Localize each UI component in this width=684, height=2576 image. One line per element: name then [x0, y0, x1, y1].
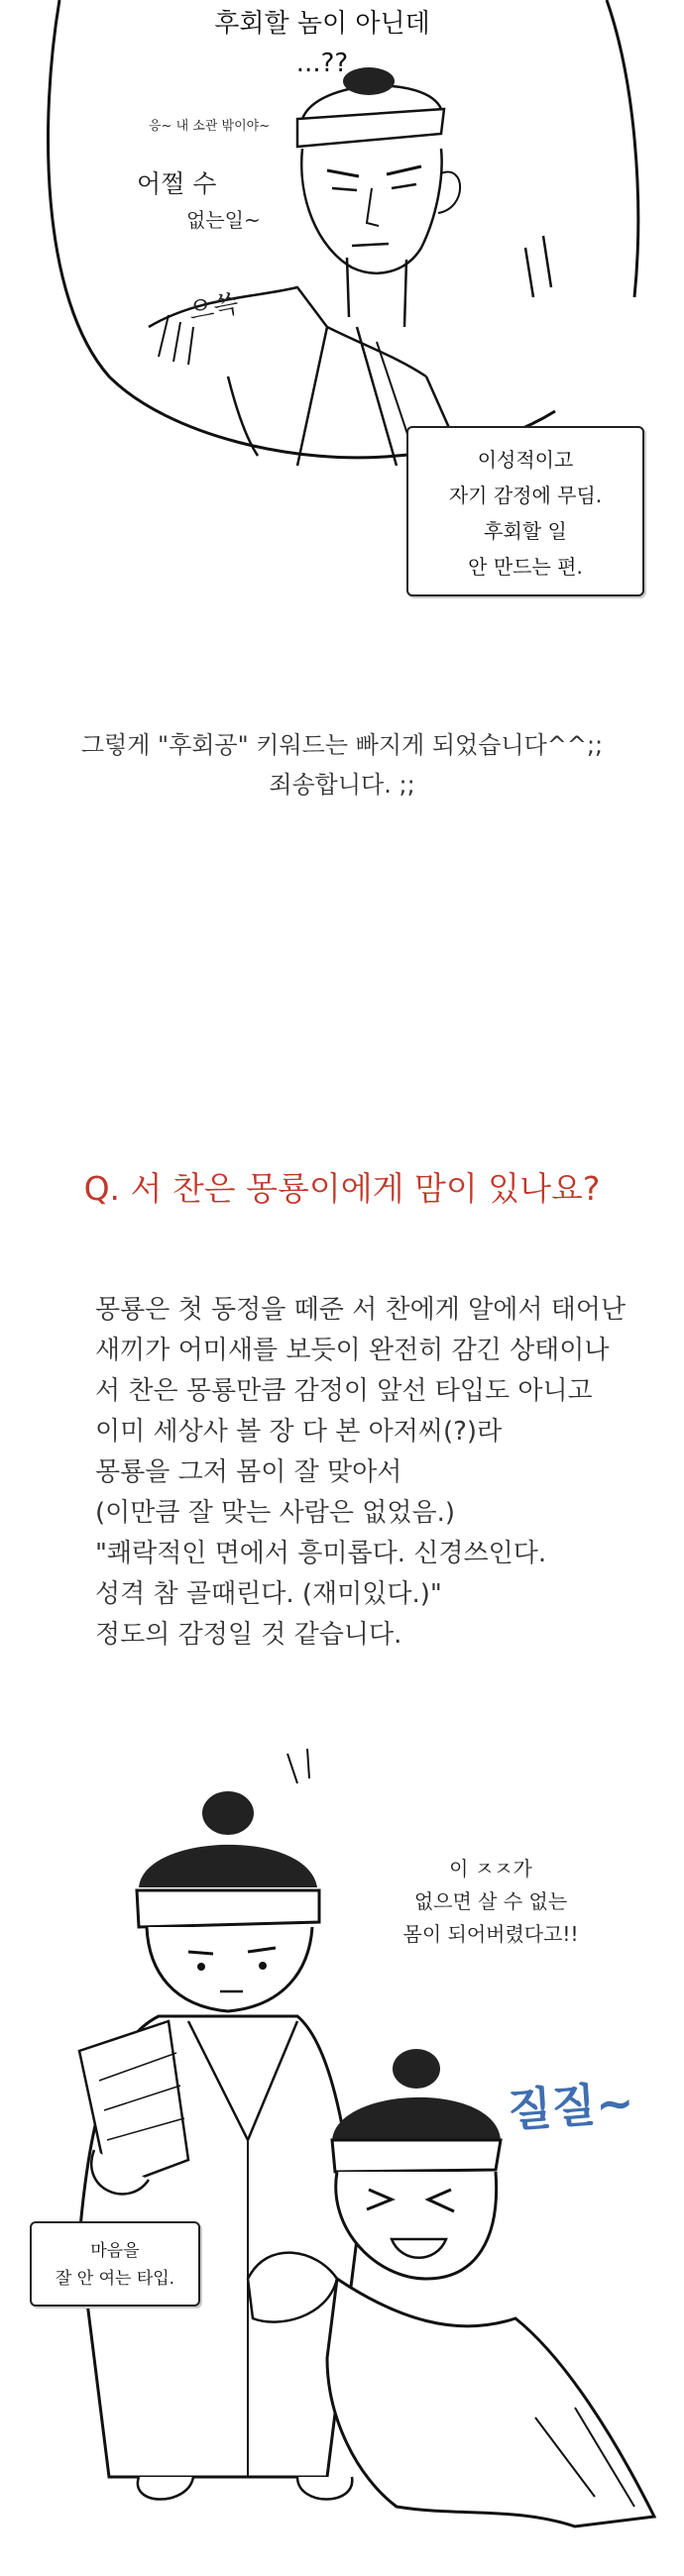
- speech-line: ...??: [295, 49, 349, 78]
- answer-text: 몽룡은 첫 동정을 떼준 서 찬에게 알에서 태어난 새끼가 어미새를 보듯이 완전히 감긴 상태이나 서 찬은 몽룡만큼 감정이 앞선 타입도 아니고 이미 세상사 볼 장 다 본 아저씨(?)라 몽룡을 그저 몸이 잘 맞아서 (이만큼 잘 맞는 사람은 없었음.) "쾌락적인 면에서 흥미롭다. 신경쓰인다. 성격 참 골때린다. (재미있다.)" 정도의 감정일 것 같습니다.: [95, 1295, 627, 1650]
- panel-2-sfx: 질질~: [506, 2075, 636, 2138]
- aside-line: 어쩔 수: [137, 169, 217, 198]
- comic-panel-1: [0, 0, 684, 604]
- caption-line: 자기 감정에 무딤.: [448, 483, 603, 507]
- speech-line: 이 ㅈㅈ가: [449, 1857, 532, 1880]
- caption-line: 마음을: [90, 2241, 140, 2261]
- panel-1-small-note: 응~ 내 소관 밖이야~: [149, 119, 271, 134]
- panel-1-aside: [137, 166, 261, 238]
- caption-line: 안 만드는 편.: [468, 555, 583, 579]
- panel-2-illustration: [0, 1724, 684, 2576]
- panel-1-caption-box: [406, 426, 644, 596]
- speech-line: 없으면 살 수 없는: [413, 1889, 568, 1913]
- caption-line: 후회할 일: [484, 519, 567, 543]
- speech-line: 몸이 되어버렸다고!!: [402, 1922, 579, 1946]
- aside-line: 없는일~: [186, 208, 261, 232]
- caption-line: 잘 안 여는 타입.: [55, 2269, 175, 2289]
- caption-line: 이성적이고: [477, 448, 574, 472]
- panel-1-speech: [178, 4, 466, 83]
- closing-text: 그렇게 "후회공" 키워드는 빠지게 되었습니다^^;; 죄송합니다. ;;: [80, 731, 604, 799]
- panel-2-speech: [377, 1853, 605, 1951]
- question-title: Q. 서 찬은 몽룡이에게 맘이 있나요?: [83, 1169, 601, 1208]
- panel-2-caption-box: [30, 2221, 200, 2307]
- comic-panel-2: [0, 1724, 684, 2576]
- speech-line: 후회할 놈이 아닌데: [214, 9, 430, 39]
- panel-1-sfx: 으쓱: [186, 288, 241, 328]
